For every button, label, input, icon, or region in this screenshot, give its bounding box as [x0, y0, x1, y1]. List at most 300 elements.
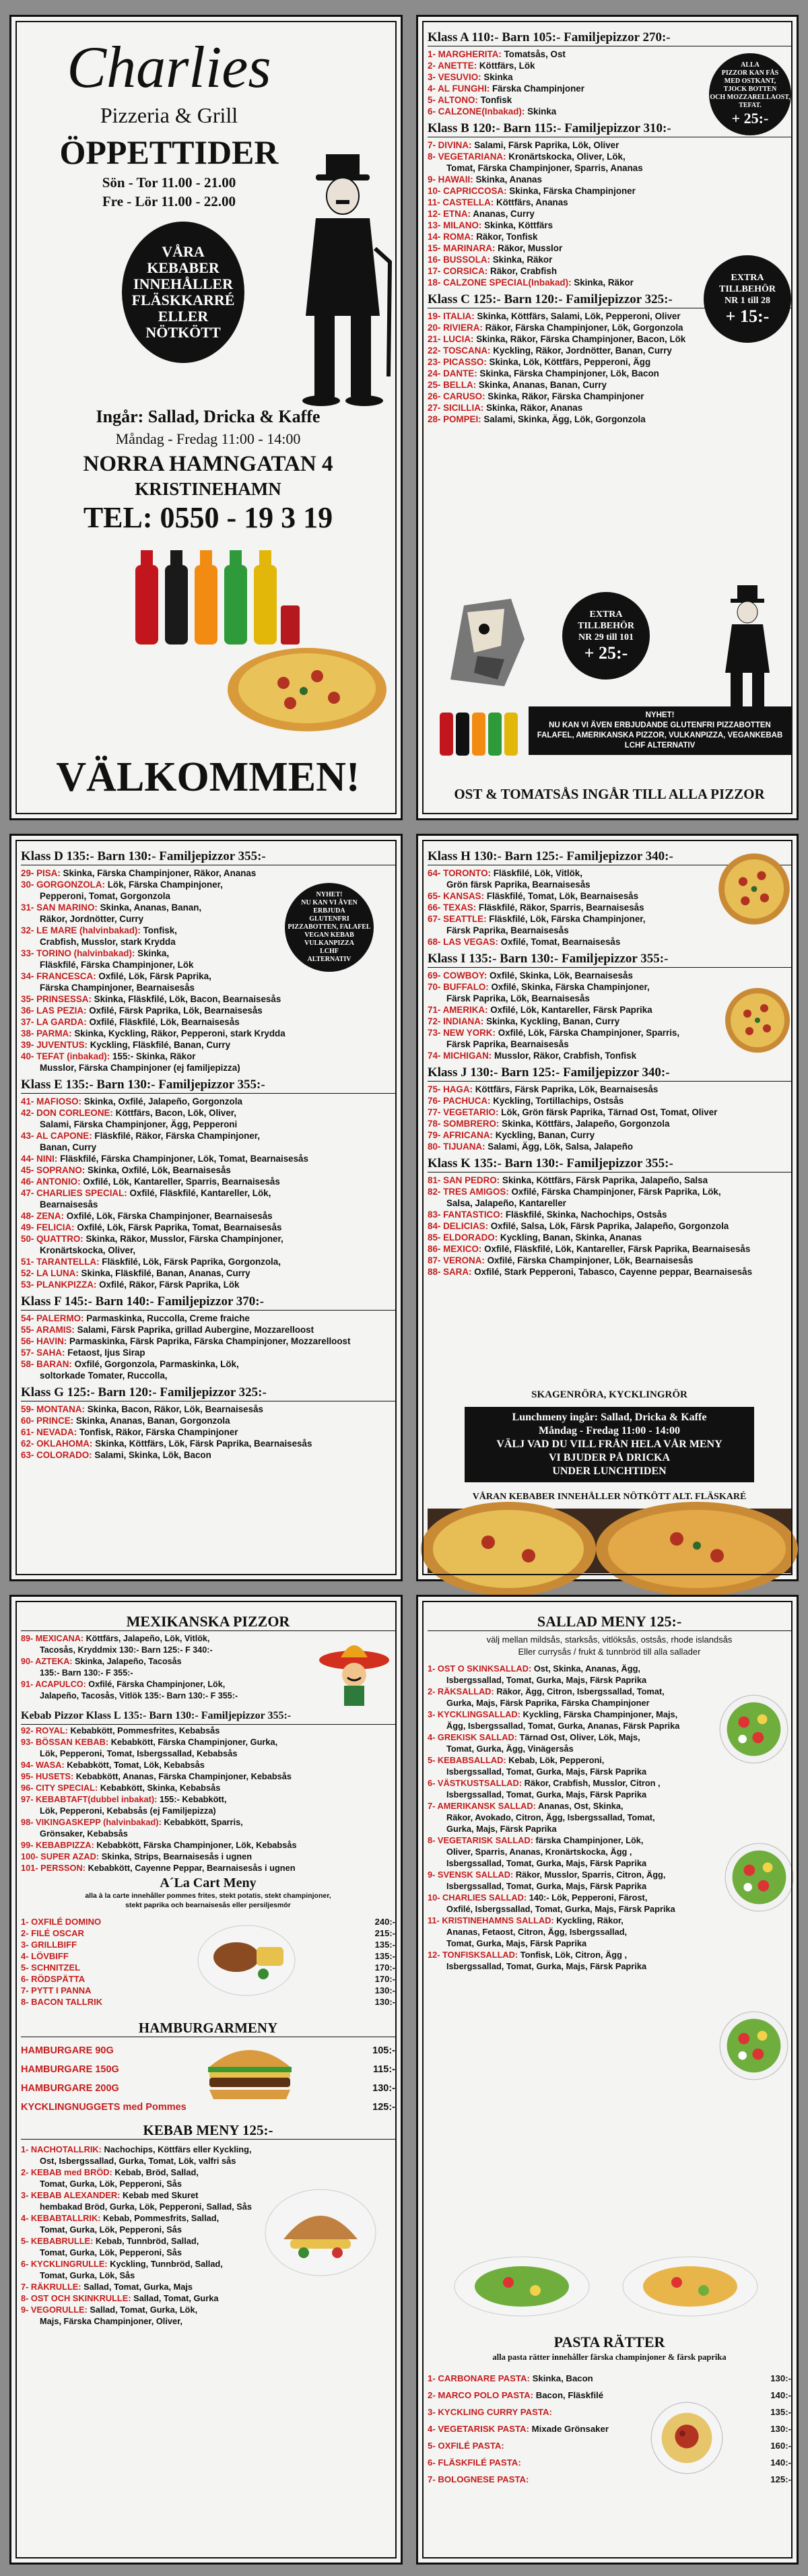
item-ingredients: Isbergssallad, Tomat, Gurka, Majs, Färsk Paprika	[446, 1881, 647, 1891]
item-ingredients: Ost, Skinka, Ananas, Ägg,	[533, 1663, 640, 1674]
item-name: 76- PACHUCA:	[428, 1096, 491, 1106]
badge-line: TJOCK BOTTEN	[723, 86, 777, 93]
alacarte-price: 215:-	[374, 1928, 395, 1938]
item-name: 66- TEXAS:	[428, 902, 477, 913]
class-header: Klass D 135:- Barn 130:- Familjepizzor 355:-	[21, 849, 395, 865]
item-name: 7- DIVINA:	[428, 140, 472, 150]
pizza-photo-icon	[724, 987, 791, 1054]
pizza-footer-note: OST & TOMATSÅS INGÅR TILL ALLA PIZZOR	[454, 786, 765, 802]
class-header: Klass H 130:- Barn 125:- Familjepizzor 340:-	[428, 849, 791, 865]
item-name: 79- AFRICANA:	[428, 1130, 493, 1140]
badge-line: VULKANPIZZA	[304, 939, 354, 947]
menu-item	[21, 2292, 250, 2304]
item-name: 97- KEBABTAFT(dubbel inbakat):	[21, 1794, 158, 1804]
menu-item	[428, 1095, 791, 1107]
item-name: 39- JUVENTUS:	[21, 1040, 88, 1050]
item-name: 65- KANSAS:	[428, 891, 485, 901]
menu-item	[428, 1754, 717, 1766]
welcome-text: VÄLKOMMEN!	[56, 754, 360, 800]
item-ingredients: Räkor, Avokado, Citron, Ägg, Isbergssallad, Tomat,	[446, 1812, 655, 1822]
item-ingredients: Sallad, Tomat, Gurka, Majs	[83, 2282, 193, 2292]
item-ingredients: Skinka	[483, 72, 513, 82]
badge-line: NÖTKÖTT	[145, 324, 221, 341]
item-name: 73- NEW YORK:	[428, 1028, 496, 1038]
item-ingredients: Oxfilé, Räkor, Färsk Paprika, Lök	[99, 1280, 240, 1290]
menu-item	[21, 1233, 395, 1245]
item-name: 48- ZENA:	[21, 1211, 64, 1221]
item-ingredients: Kebabkött, Cayenne Peppar, Bearnaisesås i ugnen	[88, 1863, 296, 1873]
item-ingredients: Oxfilé, Stark Pepperoni, Tabasco, Cayenne peppar, Bearnaisesås	[474, 1267, 753, 1277]
item-ingredients: Skinka, Räkor	[574, 277, 634, 288]
item-ingredients: Salami, Ägg, Lök, Salsa, Jalapeño	[487, 1142, 634, 1152]
item-ingredients: Kyckling, Banan, Skinka, Ananas	[500, 1232, 642, 1243]
gluten-free-notice	[529, 706, 791, 755]
menu-item	[428, 1255, 791, 1266]
item-name: 9- SVENSK SALLAD:	[428, 1870, 514, 1880]
item-ingredients: Räkor, Färska Champinjoner, Lök, Gorgonzola	[485, 323, 683, 333]
item-ingredients: Skinka, Strips, Bearnaisesås i ugnen	[101, 1851, 252, 1861]
item-name: 78- SOMBRERO:	[428, 1119, 500, 1129]
item-name: 4- KEBABTALLRIK:	[21, 2213, 101, 2223]
item-ingredients: Salami, Färska Champinjoner, Ägg, Pepperoni	[40, 1119, 238, 1129]
item-name: 67- SEATTLE:	[428, 914, 487, 924]
item-ingredients: Grönsaker, Kebabsås	[40, 1828, 128, 1839]
pasta-name: 1- CARBONARE PASTA:	[428, 2373, 530, 2383]
skagen-note: SKAGENRÖRA, KYCKLINGRÖR	[531, 1389, 687, 1400]
menu-item-continued	[428, 1720, 717, 1731]
item-ingredients: Isbergssallad, Tomat, Gurka, Majs, Färsk Paprika	[446, 1961, 647, 1971]
hamburger-name: HAMBURGARE 200G	[21, 2083, 119, 2094]
item-name: 7- RÄKRULLE:	[21, 2282, 81, 2292]
menu-item	[21, 2258, 250, 2270]
kebab-menu-title: KEBAB MENY 125:-	[21, 2122, 395, 2140]
item-ingredients: Skinka, Köttfärs, Salami, Lök, Pepperoni, Oliver	[477, 311, 681, 321]
menu-item	[21, 1449, 395, 1461]
item-name: 70- BUFFALO:	[428, 982, 489, 992]
badge-line: + 25:-	[731, 110, 769, 127]
alacarte-name: 2- FILÉ OSCAR	[21, 1928, 84, 1938]
address-street: NORRA HAMNGATAN 4	[83, 452, 333, 476]
ostkant-badge	[709, 53, 791, 135]
item-name: 27- SICILLIA:	[428, 403, 484, 413]
alacarte-price: 130:-	[374, 1985, 395, 1995]
pasta-name: 3- KYCKLING CURRY PASTA:	[428, 2407, 552, 2417]
item-ingredients: Kebab, Lök, Pepperoni,	[508, 1755, 605, 1765]
item-ingredients: Oxfilé, Lök, Kantareller, Sparris, Bearnaisesås	[83, 1177, 280, 1187]
alacarte-price: 135:-	[374, 1940, 395, 1950]
menu-item	[428, 1118, 791, 1129]
pasta-item	[428, 2471, 791, 2488]
panel-front	[9, 15, 403, 820]
item-name: 40- TEFAT (inbakad):	[21, 1051, 110, 1061]
menu-item	[428, 220, 791, 231]
soda-bottles-icon	[129, 545, 304, 646]
menu-item	[428, 1266, 791, 1278]
menu-item	[21, 2304, 250, 2315]
menu-item	[428, 1731, 717, 1743]
badge-line: KEBABER	[147, 259, 220, 276]
item-name: 58- BARAN:	[21, 1359, 72, 1369]
item-name: 1- NACHOTALLRIK:	[21, 2144, 102, 2154]
item-ingredients: Gurka, Majs, Färsk Paprika	[446, 1824, 557, 1834]
class-header: Klass B 120:- Barn 115:- Familjepizzor 310:-	[428, 121, 791, 137]
mexican-list	[21, 1633, 317, 1702]
item-ingredients: Skinka, Räkor, Musslor, Färska Champinjoner,	[86, 1234, 283, 1244]
class-header: Klass K 135:- Barn 130:- Familjepizzor 355:-	[428, 1156, 791, 1173]
salad-note: Eller currysås / frukt & tunnbröd till alla sallader	[518, 1647, 701, 1657]
item-ingredients: Skinka, Lök, Köttfärs, Pepperoni, Ägg	[489, 357, 651, 367]
item-ingredients: Tomat, Gurka, Ägg, Vinägersås	[446, 1744, 574, 1754]
item-ingredients: Köttfärs, Bacon, Lök, Oliver,	[115, 1108, 236, 1118]
menu-item-continued	[428, 1674, 717, 1686]
item-ingredients: Skinka, Ananas, Banan,	[100, 902, 202, 913]
item-ingredients: Räkor, Musslor	[498, 243, 563, 253]
lunch-line: UNDER LUNCHTIDEN	[552, 1465, 667, 1477]
lunch-line: VI BJUDER PÅ DRICKA	[548, 1452, 670, 1463]
item-name: 12- TONFISKSALLAD:	[428, 1950, 518, 1960]
pasta-list	[428, 2370, 791, 2488]
pasta-label	[428, 2437, 504, 2454]
alacarte-title: A´La Cart Meny	[160, 1876, 257, 1890]
pasta-label	[428, 2387, 603, 2404]
item-name: 59- MONTANA:	[21, 1404, 85, 1414]
hamburger-price: 105:-	[372, 2045, 395, 2056]
notice-line: FALAFEL, AMERIKANSKA PIZZOR, VULKANPIZZA, VEGANKEBAB	[537, 731, 783, 739]
item-name: 93- BÖSSAN KEBAB:	[21, 1737, 109, 1747]
item-name: 53- PLANKPIZZA:	[21, 1280, 97, 1290]
pasta-name: 5- OXFILÉ PASTA:	[428, 2441, 504, 2451]
hamburger-price: 115:-	[372, 2064, 395, 2075]
lunch-hours: Måndag - Fredag 11:00 - 14:00	[115, 430, 301, 447]
badge-line: TILLBEHÖR	[718, 284, 776, 294]
menu-item	[21, 1771, 395, 1782]
pasta-price: 125:-	[770, 2474, 791, 2484]
item-ingredients: Fläskfilé, Lök, Färska Champinjoner,	[489, 914, 646, 924]
item-name: 46- ANTONIO:	[21, 1177, 81, 1187]
menu-item	[21, 1176, 395, 1187]
menu-item	[428, 1663, 717, 1674]
mexican-title: MEXIKANSKA PIZZOR	[21, 1613, 395, 1631]
menu-item-continued	[428, 925, 791, 936]
pasta-price: 140:-	[770, 2457, 791, 2468]
badge-line: LCHF	[320, 948, 339, 955]
notice-line: NYHET!	[645, 711, 675, 719]
menu-item-continued	[21, 1370, 395, 1381]
pasta-ingredients: Skinka, Bacon	[532, 2373, 593, 2383]
menu-item	[428, 1243, 791, 1255]
item-ingredients: Skinka, Fläskfilé, Banan, Ananas, Curry	[81, 1268, 250, 1278]
menu-item-continued	[21, 1805, 395, 1816]
salad-bowl-icon	[724, 1842, 795, 1913]
item-name: 44- NINI:	[21, 1154, 58, 1164]
item-name: 10- CHARLIES SALLAD:	[428, 1892, 527, 1903]
menu-item-continued	[428, 1857, 717, 1869]
menu-item-continued	[428, 1880, 717, 1892]
kebab-meat-note: VÅRAN KEBABER INNEHÅLLER NÖTKÖTT ALT. FLÄSKARÉ	[472, 1492, 747, 1502]
menu-item	[21, 1816, 395, 1828]
item-ingredients: färska Champinjoner, Lök,	[535, 1835, 644, 1845]
item-ingredients: Tacosås, Kryddmix 130:- Barn 125:- F 340:-	[40, 1645, 213, 1655]
menu-item-continued	[21, 2247, 250, 2258]
item-ingredients: Kyckling, Tunnbröd, Sallad,	[110, 2259, 223, 2269]
menu-item-continued	[21, 2270, 250, 2281]
item-ingredients: Fläskfilé, Räkor, Sparris, Bearnaisesås	[478, 902, 644, 913]
menu-item	[21, 1415, 395, 1426]
kebab-plate-icon	[263, 2185, 378, 2280]
pasta-name: 7- BOLOGNESE PASTA:	[428, 2474, 529, 2484]
item-name: 22- TOSCANA:	[428, 345, 491, 356]
item-ingredients: 135:- Barn 130:- F 355:-	[40, 1668, 133, 1678]
menu-item-continued	[428, 1789, 717, 1800]
badge-line: + 15:-	[725, 306, 770, 326]
item-ingredients: Oxfilé, Färska Champinjoner, Lök,	[88, 1680, 226, 1689]
item-name: 33- TORINO (halvinbakad):	[21, 948, 135, 958]
item-ingredients: Skinka, Köttfärs, Jalapeño, Gorgonzola	[502, 1119, 670, 1129]
menu-item	[21, 1107, 395, 1119]
menu-item-continued	[428, 1846, 717, 1857]
item-ingredients: Pepperoni, Tomat, Gorgonzola	[40, 891, 170, 901]
menu-item	[428, 1209, 791, 1220]
item-ingredients: Crabfish, Musslor, stark Krydda	[40, 937, 176, 947]
hamburger-price: 125:-	[372, 2102, 395, 2113]
menu-item-continued	[428, 1823, 717, 1835]
notice-line: LCHF ALTERNATIV	[624, 741, 696, 750]
item-name: 8- OST OCH SKINKRULLE:	[21, 2293, 131, 2303]
item-ingredients: Skinka, Räkor, Färska Champinjoner, Bacon, Lök	[476, 334, 686, 344]
item-name: 84- DELICIAS:	[428, 1221, 489, 1231]
logo-title: Charlies	[67, 35, 271, 100]
menu-item	[428, 139, 791, 151]
charlie-figure-icon	[289, 154, 397, 424]
menu-item	[21, 1267, 395, 1279]
item-ingredients: Skinka, Färska Champinjoner, Räkor, Ananas	[63, 868, 257, 878]
menu-item	[21, 2235, 250, 2247]
item-ingredients: 155:- Skinka, Räkor	[112, 1051, 196, 1061]
salad-bowl-icon	[718, 2010, 789, 2081]
menu-item	[21, 1851, 395, 1862]
item-ingredients: Tomatsås, Ost	[504, 49, 566, 59]
item-ingredients: Lök, Grön färsk Paprika, Tärnad Ost, Tomat, Oliver	[501, 1107, 718, 1117]
item-name: 69- COWBOY:	[428, 970, 487, 981]
item-ingredients: Oxfilé, Fläskfilé, Lök, Kantareller, Färsk Paprika, Bearnaisesås	[484, 1244, 751, 1254]
item-ingredients: Kyckling, Färska Champinjoner, Majs,	[523, 1709, 678, 1719]
item-ingredients: Oxfilé, Fläskfilé, Lök, Bearnaisesås	[89, 1017, 240, 1027]
item-ingredients: Tonfisk, Räkor, Färska Champinjoner	[79, 1427, 238, 1437]
item-name: 83- FANTASTICO:	[428, 1210, 504, 1220]
menu-item	[428, 151, 791, 162]
class-header: Klass C 125:- Barn 120:- Familjepizzor 325:-	[428, 292, 791, 308]
kebab-pizza-list	[21, 1725, 395, 1874]
item-name: 86- MEXICO:	[428, 1244, 482, 1254]
class-header: Klass F 145:- Barn 140:- Familjepizzor 370:-	[21, 1294, 395, 1311]
item-name: 26- CARUSO:	[428, 391, 485, 401]
item-ingredients: Tonfisk,	[143, 925, 177, 935]
item-ingredients: Salsa, Jalapeño, Kantareller	[446, 1198, 566, 1208]
item-ingredients: Skinka, Oxfilé, Jalapeño, Gorgonzola	[83, 1096, 242, 1107]
menu-item-continued	[21, 2315, 250, 2327]
item-ingredients: Kyckling, Banan, Curry	[495, 1130, 595, 1140]
menu-item	[21, 1793, 395, 1805]
pasta-item	[428, 2454, 791, 2471]
item-ingredients: Oxfilé, Lök, Färska Champinjoner, Bearnaisesås	[66, 1211, 273, 1221]
menu-item-continued	[428, 1960, 717, 1972]
item-name: 55- ARAMIS:	[21, 1325, 75, 1335]
item-name: 61- NEVADA:	[21, 1427, 77, 1437]
steak-plate-icon	[196, 1920, 297, 2001]
item-ingredients: Kebabkött, Ananas, Färska Champinjoner, Kebabsås	[75, 1771, 292, 1781]
item-ingredients: Oxfilé, Lök, Färsk Paprika, Tomat, Bearnaisesås	[77, 1222, 282, 1232]
hamburger-title: HAMBURGARMENY	[21, 2020, 395, 2037]
item-ingredients: Jalapeño, Tacosås, Vitlök 135:- Barn 130:- F 355:-	[40, 1691, 238, 1700]
hamburger-name: HAMBURGARE 90G	[21, 2045, 114, 2056]
item-ingredients: Skinka, Räkor, Ananas	[486, 403, 583, 413]
item-name: 94- WASA:	[21, 1760, 65, 1770]
item-name: 82- TRES AMIGOS:	[428, 1187, 509, 1197]
item-ingredients: Kyckling, Tortillachips, Ostsås	[493, 1096, 624, 1106]
item-ingredients: Fläskfilé, Lök, Färsk Paprika, Gorgonzola,	[102, 1257, 281, 1267]
item-ingredients: Skinka, Ananas, Banan, Gorgonzola	[75, 1416, 230, 1426]
pasta-ingredients: Mixade Grönsaker	[531, 2424, 609, 2434]
item-ingredients: Oxfilé, Lök, Färska Champinjoner, Sparris,	[498, 1028, 680, 1038]
soda-bottles-small-icon	[437, 703, 525, 757]
item-ingredients: Kebab, Tunnbröd, Sallad,	[95, 2236, 199, 2246]
item-ingredients: Färsk Paprika, Bearnaisesås	[446, 1039, 569, 1049]
item-ingredients: Kronärtskocka, Oliver,	[40, 1245, 136, 1255]
menu-item-continued	[428, 1938, 717, 1949]
alacarte-price: 170:-	[374, 1974, 395, 1984]
item-ingredients: Räkor, Jordnötter, Curry	[40, 914, 144, 924]
item-ingredients: Kronärtskocka, Oliver, Lök,	[508, 152, 626, 162]
item-ingredients: Ananas, Fetaost, Citron, Ägg, Isbergssallad,	[446, 1927, 628, 1937]
menu-item	[21, 1153, 395, 1164]
item-name: 4- GREKISK SALLAD:	[428, 1732, 517, 1742]
item-ingredients: Skinka, Oxfilé, Lök, Bearnaisesås	[87, 1165, 231, 1175]
menu-item	[21, 2281, 250, 2292]
item-name: 6- CALZONE(Inbakad):	[428, 106, 525, 117]
item-ingredients: Skinka, Räkor, Färska Champinjoner	[487, 391, 644, 401]
menu-item-continued	[428, 1197, 791, 1209]
item-ingredients: Salami, Skinka, Lök, Bacon	[94, 1450, 211, 1460]
item-name: 34- FRANCESCA:	[21, 971, 96, 981]
menu-item	[21, 1096, 395, 1107]
badge-line: TEFAT.	[739, 102, 762, 109]
item-name: 6- VÄSTKUSTSALLAD:	[428, 1778, 523, 1788]
item-name: 42- DON CORLEONE:	[21, 1108, 113, 1118]
menu-item	[21, 1279, 395, 1290]
menu-item-continued	[21, 1245, 395, 1256]
item-name: 15- MARINARA:	[428, 243, 496, 253]
menu-item	[21, 1782, 395, 1793]
charlie-small-icon	[717, 585, 778, 713]
badge-line: EXTRA	[589, 609, 623, 620]
menu-item	[21, 1313, 395, 1324]
menu-item	[21, 1016, 395, 1028]
item-ingredients: Tomat, Gurka, Majs, Färsk Paprika	[446, 1938, 587, 1948]
hamburger-name: KYCKLINGNUGGETS med Pommes	[21, 2102, 187, 2113]
item-ingredients: Räkor, Crabfish	[490, 266, 558, 276]
item-ingredients: Majs, Färska Champinjoner, Oliver,	[40, 2316, 182, 2326]
menu-item	[21, 2212, 250, 2224]
item-name: 62- OKLAHOMA:	[21, 1439, 93, 1449]
item-ingredients: Tomat, Gurka, Lök, Sås	[40, 2270, 135, 2280]
alacarte-name: 3- GRILLBIFF	[21, 1940, 77, 1950]
badge-line: PIZZABOTTEN, FALAFEL	[288, 923, 371, 931]
badge-line: + 25:-	[584, 642, 628, 663]
hamburger-price: 130:-	[372, 2083, 395, 2094]
item-ingredients: Köttfärs, Jalapeño, Lök, Vitlök,	[86, 1634, 210, 1643]
item-ingredients: Oxfilé, Färska Champinjoner, Färsk Paprika, Lök,	[511, 1187, 721, 1197]
item-ingredients: Oxfilé, Salsa, Lök, Färsk Paprika, Jalapeño, Gorgonzola	[490, 1221, 729, 1231]
menu-item-continued	[21, 1828, 395, 1839]
item-name: 5- KEBABRULLE:	[21, 2236, 94, 2246]
item-ingredients: Lök, Färska Champinjoner,	[107, 880, 223, 890]
item-ingredients: Parmaskinka, Ruccolla, Creme fraiche	[86, 1313, 250, 1323]
item-name: 37- LA GARDA:	[21, 1017, 87, 1027]
panel-pizza-d-g	[9, 834, 403, 1581]
menu-item	[21, 1324, 395, 1335]
item-name: 11- KRISTINEHAMNS SALLAD:	[428, 1915, 554, 1925]
menu-item-continued	[21, 2178, 250, 2189]
pizza-photo-icon	[717, 852, 791, 926]
menu-item	[428, 1686, 717, 1697]
item-name: 2- KEBAB med BRÖD:	[21, 2167, 112, 2177]
menu-item-continued	[21, 1645, 317, 1656]
badge-line: ALTERNATIV	[307, 956, 351, 963]
menu-item	[21, 1039, 395, 1051]
menu-item	[428, 1915, 717, 1926]
pasta-item	[428, 2404, 791, 2420]
menu-item	[428, 231, 791, 242]
item-ingredients: Tonfisk, Lök, Citron, Ägg ,	[520, 1950, 627, 1960]
item-ingredients: Salami, Färsk Paprika, Lök, Oliver	[474, 140, 619, 150]
lunch-line: VÄLJ VAD DU VILL FRÅN HELA VÅR MENY	[496, 1439, 722, 1450]
item-ingredients: Sallad, Tomat, Gurka	[133, 2293, 219, 2303]
item-ingredients: Skinka, Köttfärs	[484, 220, 553, 230]
item-name: 9- HAWAII:	[428, 174, 473, 185]
item-ingredients: Salami, Skinka, Ägg, Lök, Gorgonzola	[483, 414, 646, 424]
menu-item	[21, 993, 395, 1005]
kebab-menu-list	[21, 2144, 250, 2327]
menu-item	[428, 391, 791, 402]
menu-item-continued	[21, 1062, 395, 1074]
item-name: 35- PRINSESSA:	[21, 994, 92, 1004]
item-ingredients: Grön färsk Paprika, Bearnaisesås	[446, 880, 591, 890]
item-name: 5- ALTONO:	[428, 95, 478, 105]
menu-item-continued	[428, 1903, 717, 1915]
item-ingredients: Skinka, Kyckling, Räkor, Pepperoni, stark Krydda	[74, 1028, 285, 1038]
pasta-note: alla pasta rätter innehåller färska champinjoner & färsk paprika	[492, 2352, 727, 2362]
item-name: 30- GORGONZOLA:	[21, 880, 105, 890]
badge-line: NU KAN VI ÄVEN	[301, 899, 358, 906]
item-name: 91- ACAPULCO:	[21, 1680, 86, 1689]
pasta-price: 140:-	[770, 2390, 791, 2400]
item-name: 29- PISA:	[21, 868, 61, 878]
menu-item	[21, 1256, 395, 1267]
item-ingredients: 155:- Kebabkött,	[159, 1794, 227, 1804]
item-ingredients: Räkor, Ägg, Citron, Isbergssallad, Tomat,	[496, 1686, 665, 1696]
item-name: 101- PERSSON:	[21, 1863, 86, 1873]
menu-item	[428, 1232, 791, 1243]
item-ingredients: Kebabkött, Färska Champinjoner, Lök, Kebabsås	[96, 1840, 297, 1850]
pasta-name: 2- MARCO POLO PASTA:	[428, 2390, 534, 2400]
item-name: 85- ELDORADO:	[428, 1232, 498, 1243]
item-name: 99- KEBABPIZZA:	[21, 1840, 94, 1850]
menu-item-continued	[428, 1766, 717, 1777]
item-ingredients: Skinka, Färska Champinjoner, Lök, Bacon	[479, 368, 659, 378]
item-ingredients: Oliver, Sparris, Ananas, Kronärtskocka, Ägg ,	[446, 1847, 632, 1857]
address-city: KRISTINEHAMN	[135, 479, 281, 499]
phone-number[interactable]: TEL: 0550 - 19 3 19	[83, 501, 333, 534]
